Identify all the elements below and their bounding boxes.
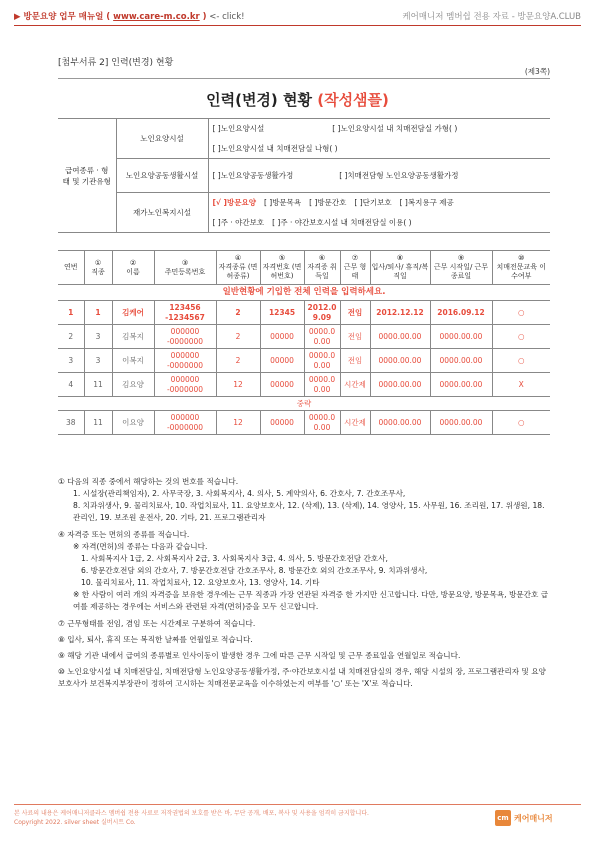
- checkbox-dementia-group-home[interactable]: [ ]치매전담형 노인요양공동생활가정: [339, 171, 459, 180]
- table-row[interactable]: [58, 411, 550, 435]
- checkbox-day-night[interactable]: [ ]주 · 야간보호: [212, 217, 265, 227]
- table-cell: 2012.12.12: [370, 301, 430, 325]
- logo-mark-icon: cm: [495, 810, 511, 826]
- table-cell: 김복지: [112, 325, 154, 349]
- category-name-group-home: 노인요양공동생활시설: [116, 159, 208, 193]
- table-cell: 0000.0 0.00: [304, 349, 340, 373]
- table-cell: ○: [492, 325, 550, 349]
- note-10: ⑩ 노인요양시설 내 치매전담실, 치매전담형 노인요양공동생활가정, 주·야간보호시설 내 치매전담실의 경우, 해당 시설의 장, 프로그램관리자 및 요양보호사가 보건복지부장관이 정하여 고시하는 치매전문교육을 이수하였는지 여부를 '○' 또는 'X'로 적습니다.: [58, 666, 546, 689]
- staff-table: [58, 250, 550, 435]
- table-cell: X: [492, 373, 550, 397]
- table-cell: 000000 -0000000: [154, 349, 216, 373]
- table-cell: 이복지: [112, 349, 154, 373]
- table-cell: 00000: [260, 349, 304, 373]
- checkbox-day-night-dementia[interactable]: [ ]주 · 야간보호시설 내 치매전담실 이용( ): [272, 217, 412, 227]
- footer-divider: [14, 804, 581, 805]
- table-cell: 11: [84, 411, 112, 435]
- header-manual-link[interactable]: ▶ 방문요양 업무 매뉴얼 ( www.care-m.co.kr ) <- click!: [14, 12, 245, 22]
- table-cell: 0000.00.00: [430, 411, 492, 435]
- table-cell: 3: [84, 325, 112, 349]
- table-cell: 12: [216, 373, 260, 397]
- header-divider: [14, 25, 581, 26]
- table-cell: 4: [58, 373, 84, 397]
- table-cell: 0000.00.00: [430, 349, 492, 373]
- header-qual-date: ⑥ 자격증 취득일: [304, 251, 340, 285]
- header-qual-type: ④ 자격종류 (면허종류): [216, 251, 260, 285]
- table-cell: 2016.09.12: [430, 301, 492, 325]
- header-work-type: ⑦ 근무 형태: [340, 251, 370, 285]
- omitted-row: [58, 397, 550, 411]
- checkbox-group-home[interactable]: [ ]노인요양공동생활가정: [212, 171, 294, 180]
- notice-text: 일반현황에 기입한 전체 인력을 입력하세요.: [58, 285, 550, 301]
- footer-copyright: 본 사료의 내용은 케어매니저클라스 멤버쉽 전용 사료로 저작권법의 보호를 받은 바, 무단 공개, 배포, 복사 및 사용을 엄격히 금지합니다. Copyright 2022. silver sheet 실버시트 Co.: [14, 810, 369, 826]
- checkbox-visit-bath[interactable]: [ ]방문목욕: [263, 198, 302, 208]
- table-cell: 전임: [340, 301, 370, 325]
- category-label: 급여종류 · 형태 및 기관유형: [58, 119, 116, 233]
- table-cell: 00000: [260, 411, 304, 435]
- table-cell: 3: [58, 349, 84, 373]
- checkbox-visit-care[interactable]: [√ ]방문요양: [212, 198, 256, 208]
- table-cell: 1: [84, 301, 112, 325]
- table-cell: 0000.00.00: [430, 373, 492, 397]
- top-header: [14, 10, 581, 24]
- checkbox-short-term[interactable]: [ ]단기보호: [354, 198, 392, 208]
- table-cell: 11: [84, 373, 112, 397]
- table-cell: 김케어: [112, 301, 154, 325]
- table-cell: 000000 -0000000: [154, 411, 216, 435]
- note-4-sub: ※ 자격(면허)의 종류는 다음과 같습니다.: [73, 541, 208, 551]
- table-cell: 000000 -0000000: [154, 373, 216, 397]
- instruction-notes: [58, 476, 550, 690]
- header-join-date: ⑧ 입사/퇴사/ 휴직/복직일: [370, 251, 430, 285]
- table-row[interactable]: [58, 349, 550, 373]
- header-qual-no: ⑤ 자격번호 (면허번호): [260, 251, 304, 285]
- attachment-label: [첨부서류 2] 인력(변경) 현황: [58, 58, 174, 68]
- header-membership-label: 케어매니저 멤버쉽 전용 자료 - 방문요양A.CLUB: [402, 12, 581, 22]
- table-cell: 12345: [260, 301, 304, 325]
- note-9: ⑨ 해당 기관 내에서 급여의 종류별로 인사이동이 발생한 경우 그에 따른 근무 시작일 및 근무 종료일을 연월일로 적습니다.: [58, 650, 461, 660]
- checkbox-welfare-equipment[interactable]: [ ]복지용구 제공: [399, 198, 454, 208]
- table-cell: ○: [492, 301, 550, 325]
- omitted-text: 중략: [296, 398, 312, 408]
- form-page-number: (제3쪽): [524, 67, 550, 76]
- header-work-period: ⑨ 근무 시작일/ 근무 종료일: [430, 251, 492, 285]
- category-name-home-care: 재가노인복지시설: [116, 193, 208, 233]
- note-8: ⑧ 입사, 퇴사, 휴직 또는 복직한 날짜를 연월일로 적습니다.: [58, 634, 253, 644]
- note-4-remark: ※ 한 사람이 여러 개의 자격증을 보유한 경우에는 근무 직종과 가장 연관된 자격증 한 가지만 신고합니다. 다만, 방문요양, 방문목욕, 방문간호 급여를 제공하는 경우에는 서비스와 관련된 자격(면허)증을 모두 신고합니다.: [73, 590, 549, 612]
- table-cell: 전임: [340, 325, 370, 349]
- note-4-list-a: 1. 사회복지사 1급, 2. 사회복지사 2급, 3. 사회복지사 3급, 4. 의사, 5. 방문간호전담 간호사,: [81, 553, 388, 563]
- table-cell: 0000.00.00: [370, 349, 430, 373]
- header-dementia-edu: ⑩ 치매전문교육 이수여부: [492, 251, 550, 285]
- note-4: ④ 자격증 또는 면허의 종류를 적습니다.: [58, 529, 190, 539]
- table-cell: 00000: [260, 373, 304, 397]
- header-no: 연번: [58, 251, 84, 285]
- table-cell: 2: [216, 325, 260, 349]
- table-header-row: [58, 251, 550, 285]
- table-row[interactable]: [58, 373, 550, 397]
- sample-tag: (작성샘플): [317, 91, 389, 109]
- note-7: ⑦ 근무형태를 전임, 겸임 또는 시간제로 구분하여 적습니다.: [58, 618, 256, 628]
- header-rrn: ③ 주민등록번호: [154, 251, 216, 285]
- header-name: ② 이름: [112, 251, 154, 285]
- table-cell: ○: [492, 349, 550, 373]
- note-1-list-b: 8. 치과위생사, 9. 물리치료사, 10. 작업치료사, 11. 요양보호사, 12. (삭제), 13. (삭제), 14. 영양사, 15. 사무원, 16. 조리원, 17. 위생원, 18. 관리인, 19. 보조원 운전사, 20. 기타, 21. 프로그램관리자: [73, 501, 545, 523]
- table-cell: 시간제: [340, 373, 370, 397]
- table-cell: 시간제: [340, 411, 370, 435]
- table-cell: 38: [58, 411, 84, 435]
- table-cell: 2: [216, 301, 260, 325]
- checkbox-nursing-home-dementia-a[interactable]: [ ]노인요양시설 내 치매전담실 가형( ): [332, 124, 458, 134]
- category-name-nursing-home: 노인요양시설: [116, 119, 208, 159]
- notice-row: [58, 285, 550, 301]
- table-cell: 123456 -1234567: [154, 301, 216, 325]
- note-1-list-a: 1. 시설장(관리책임자), 2. 사무국장, 3. 사회복지사, 4. 의사, 5. 계약의사, 6. 간호사, 7. 간호조무사,: [73, 489, 406, 499]
- checkbox-nursing-home-dementia-b[interactable]: [ ]노인요양시설 내 치매전담실 나형( ): [212, 143, 338, 153]
- header-job: ① 직종: [84, 251, 112, 285]
- table-cell: 김요양: [112, 373, 154, 397]
- table-cell: ○: [492, 411, 550, 435]
- checkbox-visit-nursing[interactable]: [ ]방문간호: [309, 198, 347, 208]
- table-cell: 0000.00.00: [370, 373, 430, 397]
- table-cell: 3: [84, 349, 112, 373]
- note-1: ① 다음의 직종 중에서 해당하는 것의 번호를 적습니다.: [58, 477, 239, 486]
- table-cell: 2: [58, 325, 84, 349]
- table-cell: 0000.0 0.00: [304, 373, 340, 397]
- table-row[interactable]: [58, 301, 550, 325]
- table-cell: 0000.00.00: [370, 325, 430, 349]
- facility-category-table: [58, 118, 550, 233]
- table-cell: 이요양: [112, 411, 154, 435]
- table-cell: 00000: [260, 325, 304, 349]
- checkbox-nursing-home[interactable]: [ ]노인요양시설: [212, 124, 265, 134]
- table-cell: 0000.0 0.00: [304, 325, 340, 349]
- table-cell: 0000.00.00: [370, 411, 430, 435]
- page-title: 인력(변경) 현황 (작성샘플): [206, 91, 389, 109]
- table-cell: 12: [216, 411, 260, 435]
- table-cell: 1: [58, 301, 84, 325]
- site-url[interactable]: www.care-m.co.kr: [113, 12, 200, 22]
- title-divider: [58, 78, 550, 79]
- table-cell: 0000.00.00: [430, 325, 492, 349]
- brand-logo[interactable]: cm 케어매니저: [495, 809, 577, 827]
- note-4-list-b: 6. 방문간호전담 외의 간호사, 7. 방문간호전담 간호조무사, 8. 방문간호 외의 간호조무사, 9. 치과위생사,: [81, 565, 428, 575]
- table-cell: 전임: [340, 349, 370, 373]
- table-cell: 000000 -0000000: [154, 325, 216, 349]
- table-cell: 0000.0 0.00: [304, 411, 340, 435]
- table-cell: 2: [216, 349, 260, 373]
- table-row[interactable]: [58, 325, 550, 349]
- note-4-list-c: 10. 물리치료사, 11. 작업치료사, 12. 요양보호사, 13. 영양사, 14. 기타: [81, 578, 320, 588]
- table-cell: 2012.0 9.09: [304, 301, 340, 325]
